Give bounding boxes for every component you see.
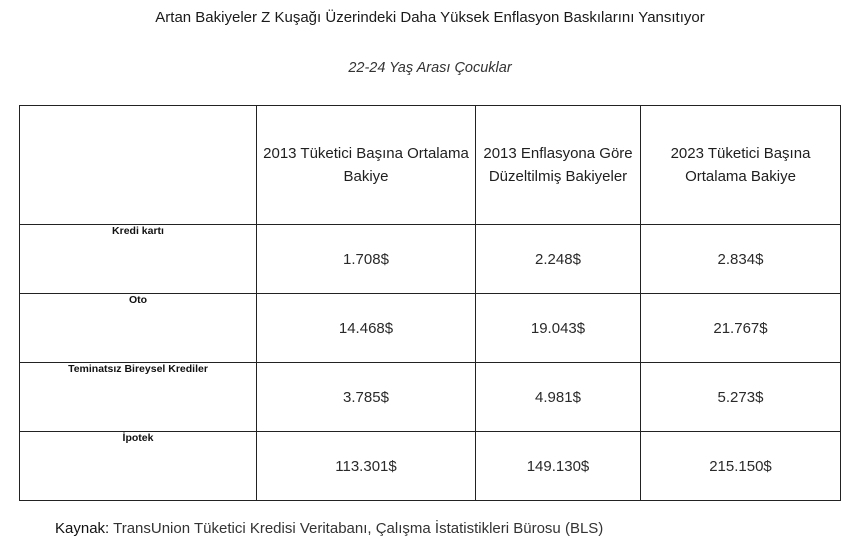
table-cell: 2.248$ [476,225,641,294]
page-subtitle: 22-24 Yaş Arası Çocuklar [348,60,512,76]
row-label-mortgage: İpotek [20,432,257,501]
table-cell: 113.301$ [257,432,476,501]
table-cell: 3.785$ [257,363,476,432]
table-header-2013-avg-balance: 2013 Tüketici Başına Ortalama Bakiye [257,106,476,225]
row-label-unsecured-personal-loans: Teminatsız Bireysel Krediler [20,363,257,432]
source-text: TransUnion Tüketici Kredisi Veritabanı, Çalışma İstatistikleri Bürosu (BLS) [109,520,604,537]
source-note [55,520,603,537]
row-label-credit-card: Kredi kartı [20,225,257,294]
table-row [20,225,841,294]
table-cell: 215.150$ [641,432,841,501]
table-row [20,363,841,432]
table-header-row [20,106,841,225]
table-header-2013-inflation-adjusted: 2013 Enflasyona Göre Düzeltilmiş Bakiyeler [476,106,641,225]
page-title: Artan Bakiyeler Z Kuşağı Üzerindeki Daha Yüksek Enflasyon Baskılarını Yansıtıyor [155,9,705,26]
table-row [20,432,841,501]
table-row [20,294,841,363]
table-cell: 4.981$ [476,363,641,432]
balances-table [19,105,841,501]
table-cell: 21.767$ [641,294,841,363]
table-cell: 5.273$ [641,363,841,432]
table-cell: 19.043$ [476,294,641,363]
row-label-auto: Oto [20,294,257,363]
table-cell: 1.708$ [257,225,476,294]
table-cell: 2.834$ [641,225,841,294]
table-cell: 14.468$ [257,294,476,363]
table-cell: 149.130$ [476,432,641,501]
table-header-corner [20,106,257,225]
source-label: Kaynak: [55,520,110,537]
table-header-2023-avg-balance: 2023 Tüketici Başına Ortalama Bakiye [641,106,841,225]
